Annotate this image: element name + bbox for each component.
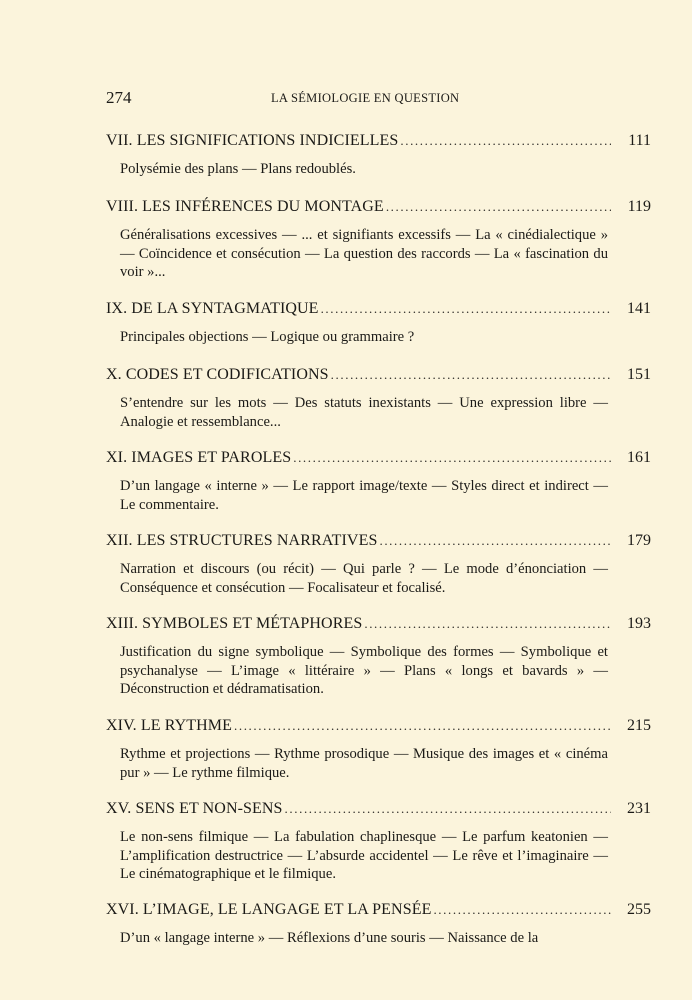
dot-leader: [386, 194, 611, 220]
dot-leader: [400, 128, 611, 154]
chapter-title: XI. IMAGES ET PAROLES: [106, 449, 292, 466]
chapter-summary: S’entendre sur les mots — Des statuts inexistants — Une expression libre — Analogie et ressemblance...: [120, 395, 608, 430]
toc-entry: [106, 296, 651, 362]
running-title: LA SÉMIOLOGIE EN QUESTION: [271, 91, 460, 105]
dot-leader: [293, 445, 611, 471]
chapter-line: [106, 897, 651, 923]
chapter-summary: Polysémie des plans — Plans redoublés.: [120, 161, 356, 177]
chapter-page-number: 111: [628, 132, 651, 149]
dot-leader: [234, 713, 611, 739]
page-number: 274: [106, 88, 132, 107]
chapter-line: [106, 296, 651, 322]
chapter-line: [106, 445, 651, 471]
chapter-title: VIII. LES INFÉRENCES DU MONTAGE: [106, 198, 384, 215]
chapter-summary: Principales objections — Logique ou grammaire ?: [120, 329, 415, 345]
chapter-page-number: 255: [627, 901, 651, 918]
chapter-summary: Généralisations excessives — ... et signifiants excessifs — La « cinédialectique » — Coïncidence et consécution — La question des raccords — La « fascination du voir »...: [120, 227, 608, 280]
dot-leader: [331, 362, 611, 388]
chapter-title: XIII. SYMBOLES ET MÉTAPHORES: [106, 615, 363, 632]
chapter-title: XIV. LE RYTHME: [106, 717, 232, 734]
chapter-title: XII. LES STRUCTURES NARRATIVES: [106, 532, 378, 549]
toc-entry: [106, 128, 651, 194]
chapter-page-number: 231: [627, 800, 651, 817]
chapter-summary: D’un langage « interne » — Le rapport image/texte — Styles direct et indirect — Le commentaire.: [120, 478, 608, 513]
chapter-summary: D’un « langage interne » — Réflexions d’une souris — Naissance de la: [120, 930, 539, 946]
chapter-line: [106, 128, 651, 154]
chapter-title: X. CODES ET CODIFICATIONS: [106, 366, 329, 383]
chapter-title: IX. DE LA SYNTAGMATIQUE: [106, 300, 319, 317]
chapter-page-number: 151: [627, 366, 651, 383]
toc-entry: [106, 445, 651, 528]
chapter-summary: Narration et discours (ou récit) — Qui parle ? — Le mode d’énonciation — Conséquence et consécution — Focalisateur et focalisé.: [120, 561, 608, 596]
toc-entry: [106, 362, 651, 445]
chapter-page-number: 141: [627, 300, 651, 317]
toc-entry: [106, 611, 651, 713]
chapter-page-number: 193: [627, 615, 651, 632]
chapter-line: [106, 713, 651, 739]
toc-entry: [106, 194, 651, 296]
chapter-summary: Rythme et projections — Rythme prosodique — Musique des images et « cinéma pur » — Le rythme filmique.: [120, 746, 608, 781]
dot-leader: [321, 296, 611, 322]
running-header: [106, 88, 646, 110]
dot-leader: [433, 897, 611, 923]
chapter-summary: Justification du signe symbolique — Symbolique des formes — Symbolique et psychanalyse — L’image « littéraire » — Plans « longs et bavards » — Déconstruction et dédramatisation.: [120, 644, 608, 697]
chapter-page-number: 179: [627, 532, 651, 549]
chapter-summary: Le non-sens filmique — La fabulation chaplinesque — Le parfum keatonien — L’amplification destructrice — L’absurde accidentel — Le rêve et l’imaginaire — Le cinématographique et le filmique.: [120, 829, 608, 882]
table-of-contents: [106, 128, 651, 948]
toc-entry: [106, 897, 651, 948]
chapter-page-number: 161: [627, 449, 651, 466]
toc-entry: [106, 796, 651, 897]
toc-entry: [106, 528, 651, 611]
chapter-title: VII. LES SIGNIFICATIONS INDICIELLES: [106, 132, 399, 149]
chapter-title: XVI. L’IMAGE, LE LANGAGE ET LA PENSÉE: [106, 901, 432, 918]
dot-leader: [379, 528, 611, 554]
chapter-line: [106, 362, 651, 388]
toc-entry: [106, 713, 651, 796]
chapter-title: XV. SENS ET NON-SENS: [106, 800, 283, 817]
chapter-line: [106, 528, 651, 554]
chapter-line: [106, 194, 651, 220]
dot-leader: [364, 611, 611, 637]
dot-leader: [285, 796, 611, 822]
chapter-line: [106, 611, 651, 637]
chapter-line: [106, 796, 651, 822]
chapter-page-number: 119: [627, 198, 651, 215]
chapter-page-number: 215: [627, 717, 651, 734]
